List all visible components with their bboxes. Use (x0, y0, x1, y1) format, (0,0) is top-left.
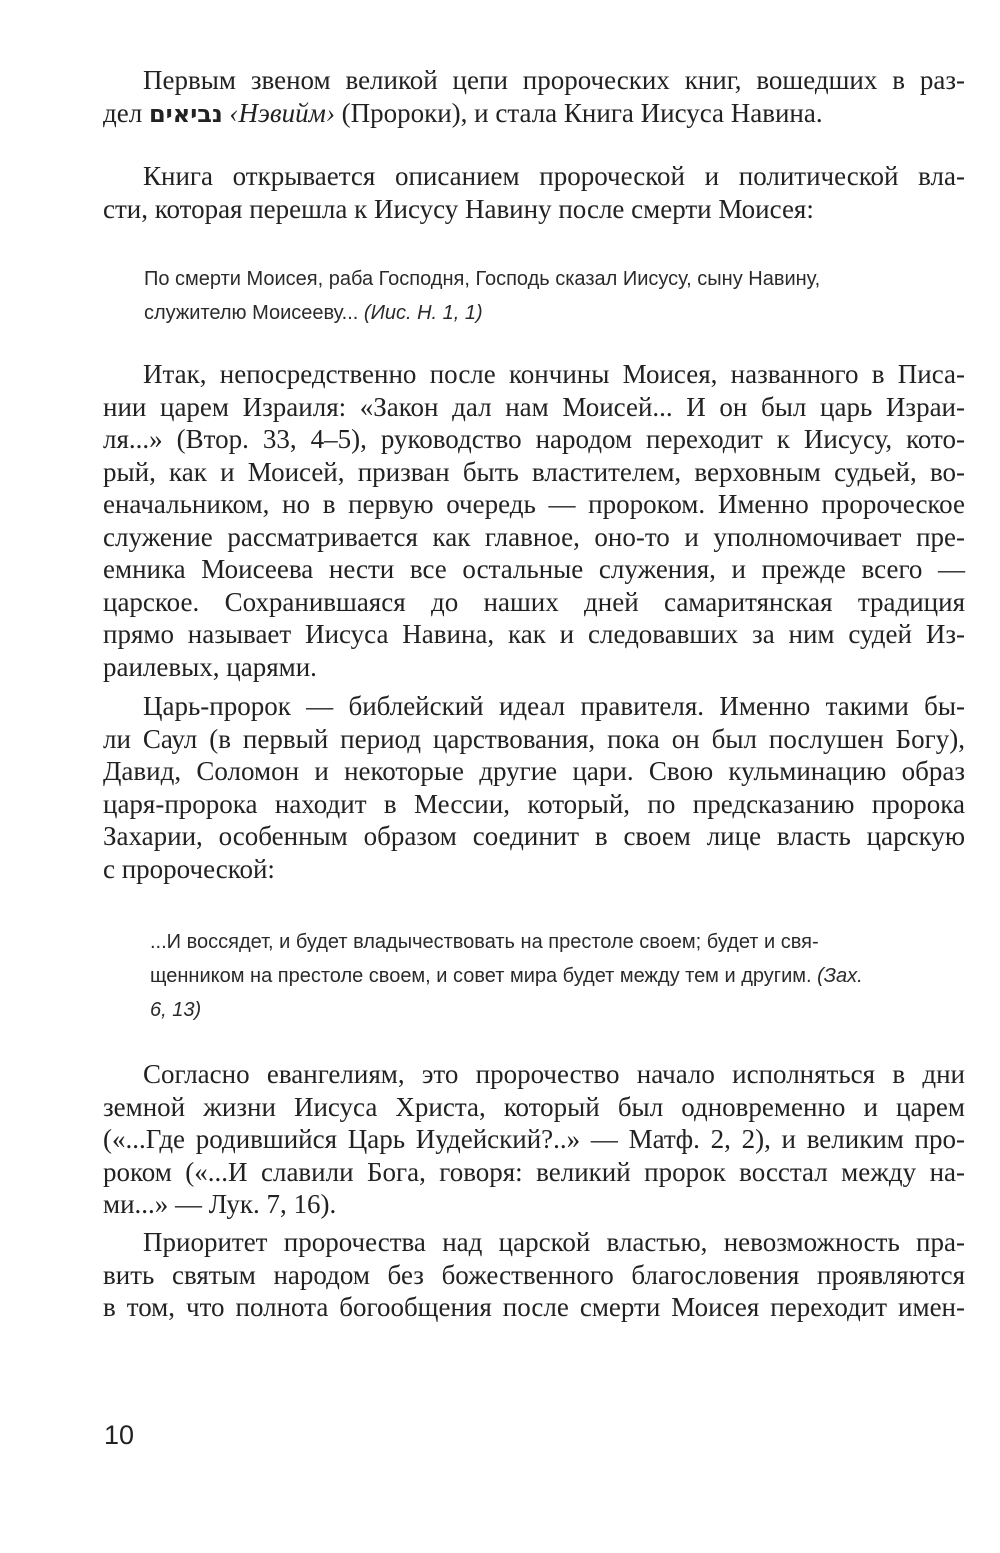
quote-1 (144, 262, 914, 330)
paragraph-3-line-10: раилевых, царями. (103, 651, 317, 682)
paragraph-5-line-5: ми...» — Лук. 7, 16). (103, 1189, 337, 1219)
paragraph-5 (103, 1058, 965, 1221)
paragraph-4 (103, 690, 965, 885)
quote-2-text: щенником на престоле своем, и совет мира будет между тем и другим. (150, 965, 818, 987)
page-number: 10 (104, 1420, 135, 1450)
transliteration: ‹Нэвийм› (229, 97, 335, 128)
quote-1-line-1: По смерти Моисея, раба Господня, Господь сказал Иисусу, сыну Навину, (144, 268, 821, 290)
paragraph-5-line-4: роком («...И славили Бога, говоря: великий пророк восстал между на- (103, 1156, 965, 1187)
paragraph-1-line-2 (103, 97, 965, 130)
paragraph-1-line-2-end: (Пророки), и стала Книга Иисуса Навина. (334, 97, 823, 128)
paragraph-3-line-5: еначальником, но в первую очередь — пророком. Именно пророческое (103, 489, 965, 519)
paragraph-2-line-1: Книга открывается описанием пророческой и политической вла- (143, 161, 965, 191)
paragraph-2 (103, 160, 965, 225)
paragraph-4-line-2: ли Саул (в первый период царствования, пока он был послушен Богу), (103, 723, 965, 754)
quote-1-line-2 (144, 296, 914, 330)
paragraph-1-line-2-start: дел (103, 97, 149, 128)
paragraph-3-line-2: нии царем Израиля: «Закон дал нам Моисей... И он был царь Израи- (103, 391, 965, 422)
quote-2-reference-start: (Зах. (817, 965, 863, 987)
paragraph-4-line-3: Давид, Соломон и некоторые другие цари. Свою кульминацию образ (103, 756, 965, 786)
quote-2 (150, 925, 920, 1027)
paragraph-3-line-1: Итак, непосредственно после кончины Моисея, названного в Писа- (143, 359, 965, 389)
paragraph-5-line-3: («...Где родившийся Царь Иудейский?..» — Матф. 2, 2), и великим про- (103, 1124, 965, 1154)
paragraph-4-line-4: царя-пророка находит в Мессии, который, по предсказанию пророка (103, 788, 965, 819)
quote-1-reference: (Иис. Н. 1, 1) (363, 302, 483, 324)
quote-2-line-1: ...И воссядет, и будет владычествовать на престоле своем; будет и свя- (150, 931, 819, 953)
paragraph-4-line-5: Захарии, особенным образом соединит в своем лице власть царскую (103, 821, 965, 851)
paragraph-3-line-6: служение рассматривается как главное, оно-то и уполномочивает пре- (103, 521, 965, 552)
paragraph-1 (103, 64, 965, 129)
paragraph-4-line-6: с пророческой: (103, 853, 275, 884)
paragraph-3 (103, 358, 965, 683)
paragraph-6 (103, 1226, 965, 1324)
quote-2-line-2 (150, 959, 920, 993)
paragraph-5-line-1: Согласно евангелиям, это пророчество начало исполняться в дни (143, 1059, 965, 1089)
hebrew-word: נביאים (148, 99, 223, 128)
quote-1-text: служителю Моисееву... (144, 302, 364, 324)
paragraph-6-line-3: в том, что полнота богообщения после смерти Моисея переходит имен- (103, 1292, 965, 1322)
paragraph-5-line-2: земной жизни Иисуса Христа, который был одновременно и царем (103, 1091, 965, 1122)
quote-2-reference-end: 6, 13) (150, 999, 202, 1021)
paragraph-2-line-2: сти, которая перешла к Иисусу Навину после смерти Моисея: (103, 193, 814, 224)
paragraph-6-line-1: Приоритет пророчества над царской властью, невозможность пра- (143, 1227, 965, 1257)
paragraph-3-line-4: рый, как и Моисей, призван быть властителем, верховным судьей, во- (103, 456, 965, 487)
paragraph-3-line-8: царское. Сохранившаяся до наших дней самаритянская традиция (103, 586, 965, 617)
paragraph-3-line-9: прямо называет Иисуса Навина, как и следовавших за ним судей Из- (103, 619, 965, 649)
paragraph-3-line-7: емника Моисеева нести все остальные служения, и прежде всего — (103, 554, 965, 584)
paragraph-6-line-2: вить святым народом без божественного благословения проявляются (103, 1259, 965, 1290)
quote-2-line-3 (150, 993, 920, 1027)
paragraph-4-line-1: Царь-пророк — библейский идеал правителя. Именно такими бы- (143, 691, 965, 721)
paragraph-3-line-3: ля...» (Втор. 33, 4–5), руководство народом переходит к Иисусу, кото- (103, 424, 965, 454)
paragraph-1-line-1: Первым звеном великой цепи пророческих книг, вошедших в раз- (143, 65, 965, 95)
